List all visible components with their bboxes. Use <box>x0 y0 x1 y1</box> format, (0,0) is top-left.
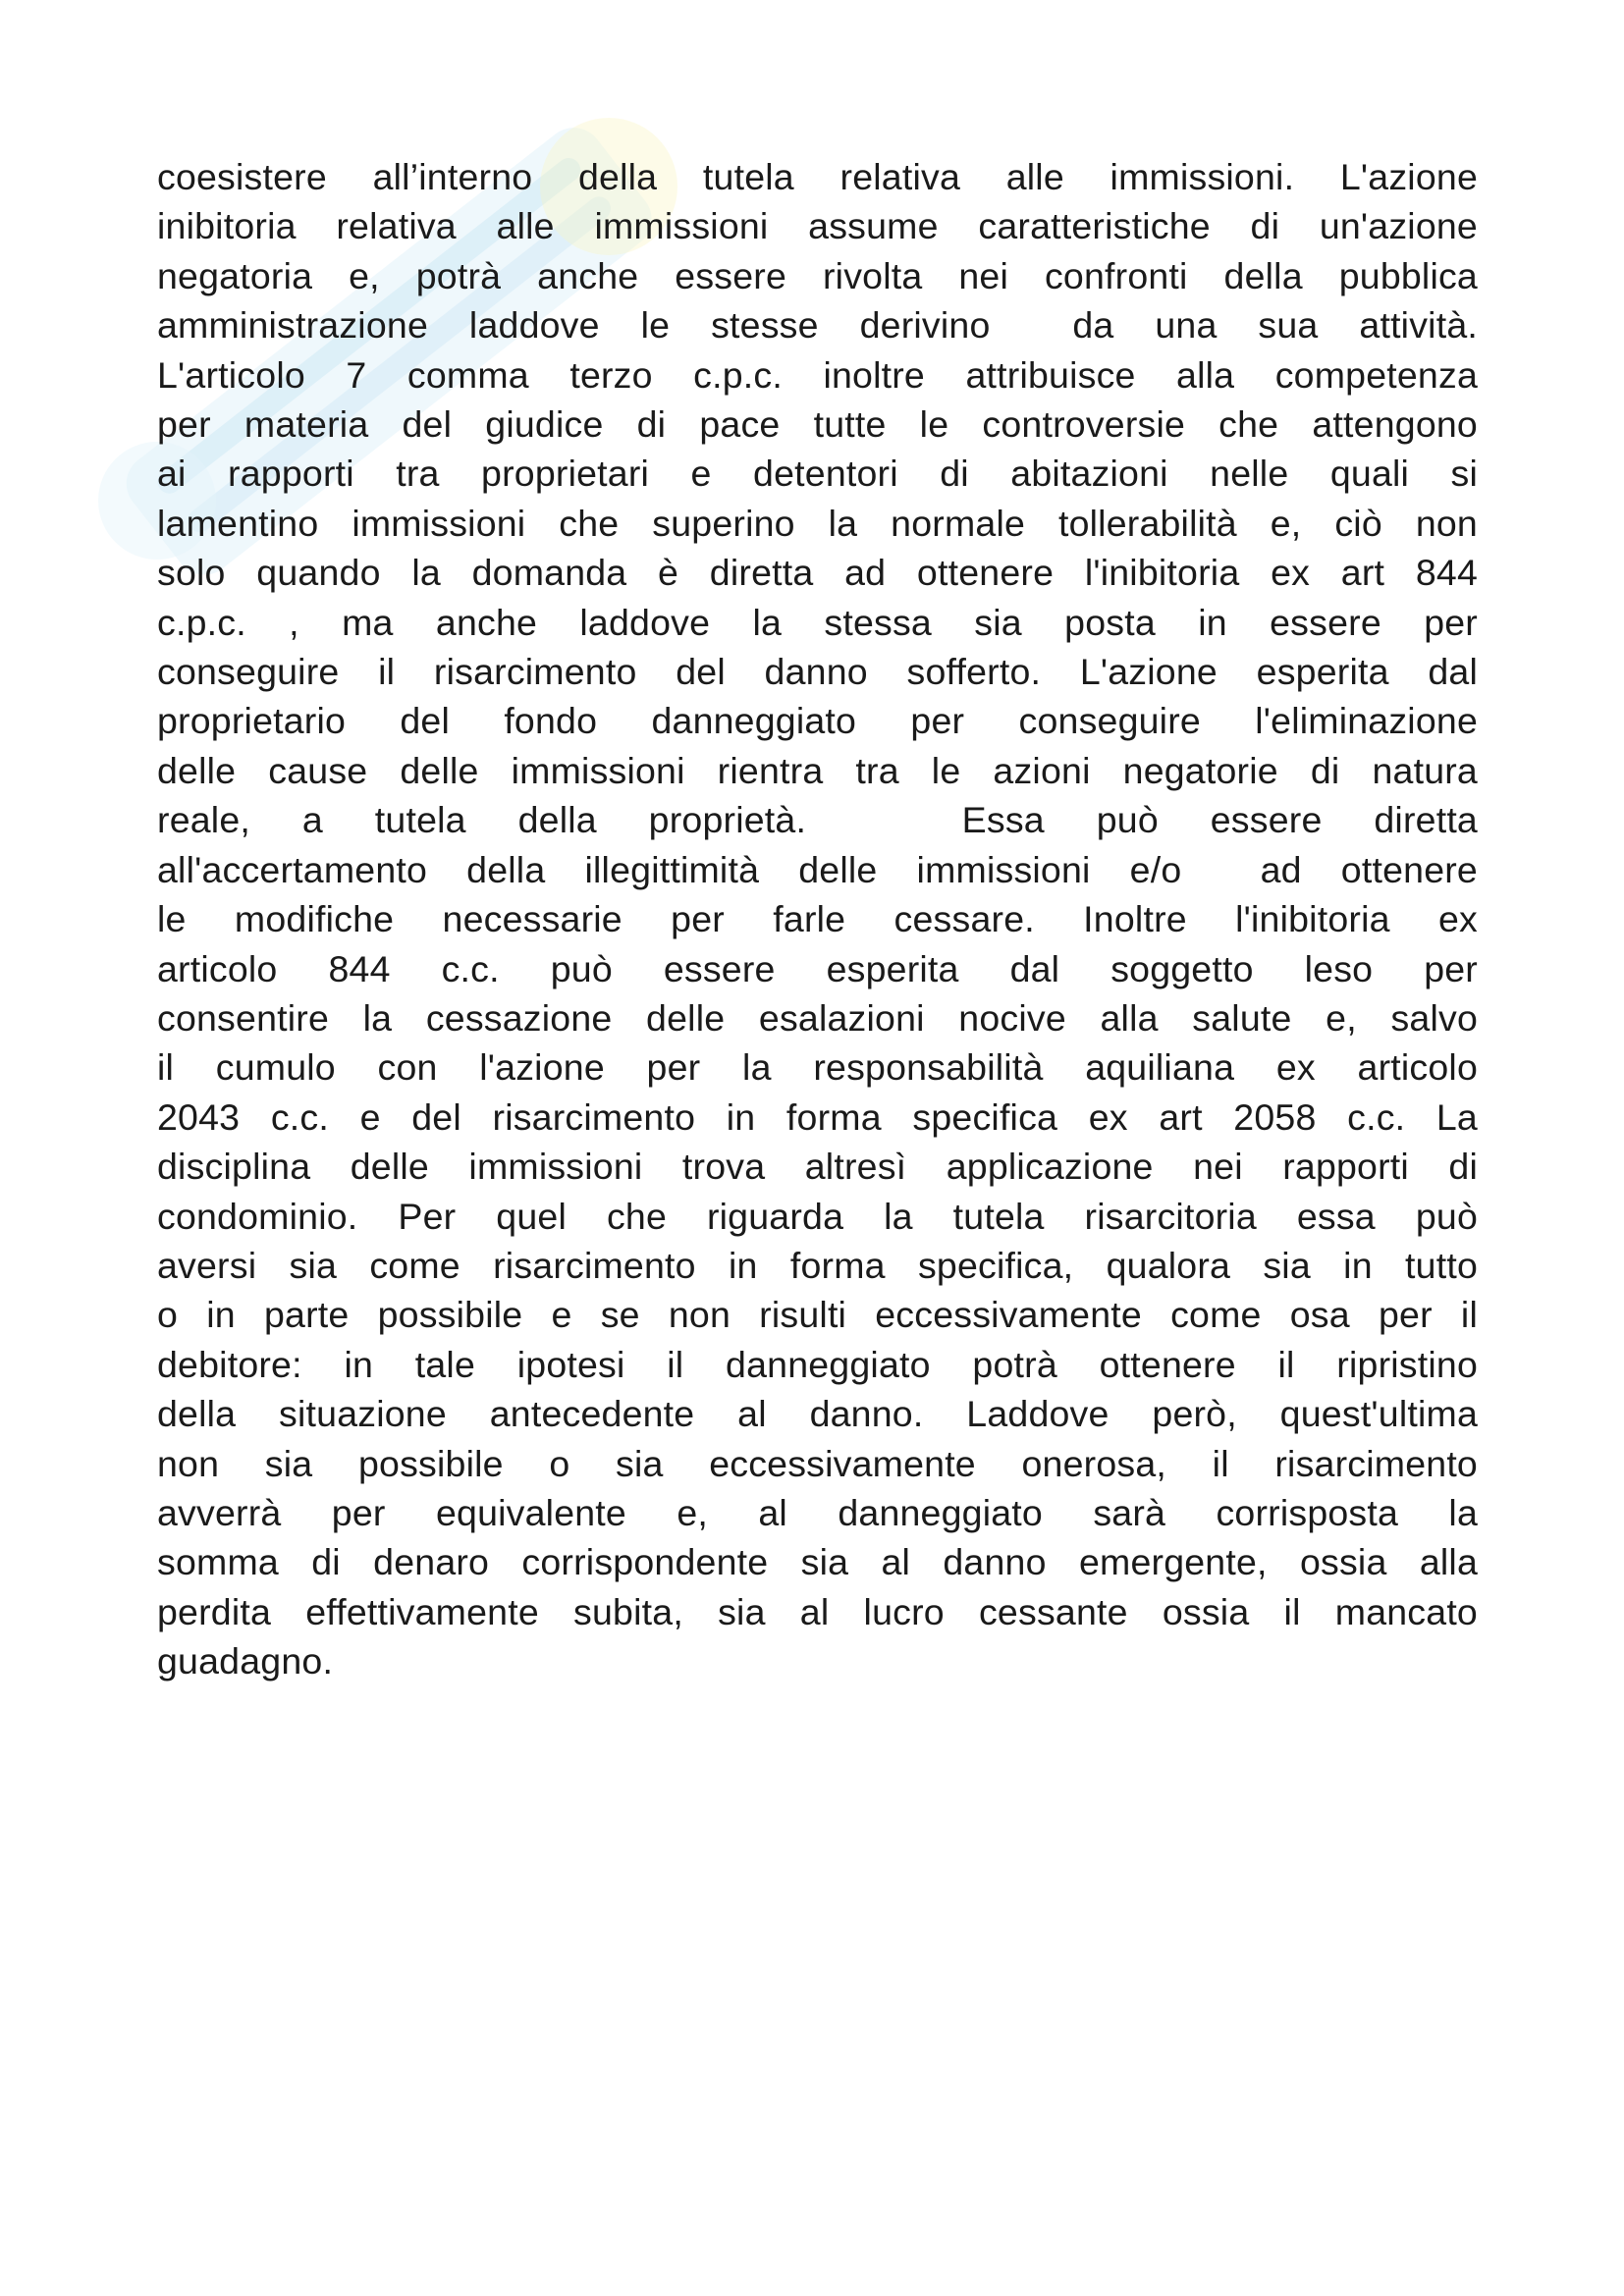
text-line: avverrà per equivalente e, al danneggiato sarà corrisposta la <box>157 1491 1478 1533</box>
text-line: all'accertamento della illegittimità delle immissioni e/o ad ottenere <box>157 848 1478 890</box>
text-line: L'articolo 7 comma terzo c.p.c. inoltre attribuisce alla competenza <box>157 353 1478 396</box>
text-line: ai rapporti tra proprietari e detentori di abitazioni nelle quali si <box>157 453 1478 495</box>
text-line: articolo 844 c.c. può essere esperita dal soggetto leso per <box>157 947 1478 989</box>
text-line: somma di denaro corrispondente sia al danno emergente, ossia alla <box>157 1541 1478 1583</box>
text-line: perdita effettivamente subita, sia al lucro cessante ossia il mancato <box>157 1590 1478 1632</box>
text-line: condominio. Per quel che riguarda la tutela risarcitoria essa può <box>157 1195 1478 1237</box>
text-line: negatoria e, potrà anche essere rivolta nei confronti della pubblica <box>157 254 1478 296</box>
text-line: consentire la cessazione delle esalazioni nocive alla salute e, salvo <box>157 996 1478 1039</box>
text-line: per materia del giudice di pace tutte le controversie che attengono <box>157 403 1478 446</box>
text-line: guadagno. <box>157 1640 334 1682</box>
text-line: debitore: in tale ipotesi il danneggiato potrà ottenere il ripristino <box>157 1343 1478 1385</box>
text-line: aversi sia come risarcimento in forma specifica, qualora sia in tutto <box>157 1244 1478 1286</box>
text-line: amministrazione laddove le stesse derivino da una sua attività. <box>157 304 1478 347</box>
text-line: reale, a tutela della proprietà. Essa può essere diretta <box>157 799 1478 841</box>
text-line: 2043 c.c. e del risarcimento in forma specifica ex art 2058 c.c. La <box>157 1095 1478 1138</box>
text-line: inibitoria relativa alle immissioni assume caratteristiche di un'azione <box>157 205 1478 247</box>
text-line: della situazione antecedente al danno. Laddove però, quest'ultima <box>157 1393 1478 1435</box>
text-line: non sia possibile o sia eccessivamente onerosa, il risarcimento <box>157 1442 1478 1484</box>
text-line: proprietario del fondo danneggiato per conseguire l'eliminazione <box>157 700 1478 742</box>
text-line: c.p.c. , ma anche laddove la stessa sia posta in essere per <box>157 601 1478 643</box>
document-body <box>157 152 1478 1686</box>
text-line: solo quando la domanda è diretta ad ottenere l'inibitoria ex art 844 <box>157 552 1478 594</box>
text-line: delle cause delle immissioni rientra tra le azioni negatorie di natura <box>157 749 1478 791</box>
text-line: conseguire il risarcimento del danno sofferto. L'azione esperita dal <box>157 651 1478 693</box>
text-line: o in parte possibile e se non risulti eccessivamente come osa per il <box>157 1294 1478 1336</box>
text-line: le modifiche necessarie per farle cessare. Inoltre l'inibitoria ex <box>157 898 1478 940</box>
text-line: lamentino immissioni che superino la normale tollerabilità e, ciò non <box>157 502 1478 544</box>
text-line: il cumulo con l'azione per la responsabilità aquiliana ex articolo <box>157 1046 1478 1089</box>
text-line: disciplina delle immissioni trova altresì applicazione nei rapporti di <box>157 1146 1478 1188</box>
text-line: coesistere all’interno della tutela relativa alle immissioni. L'azione <box>157 156 1478 197</box>
